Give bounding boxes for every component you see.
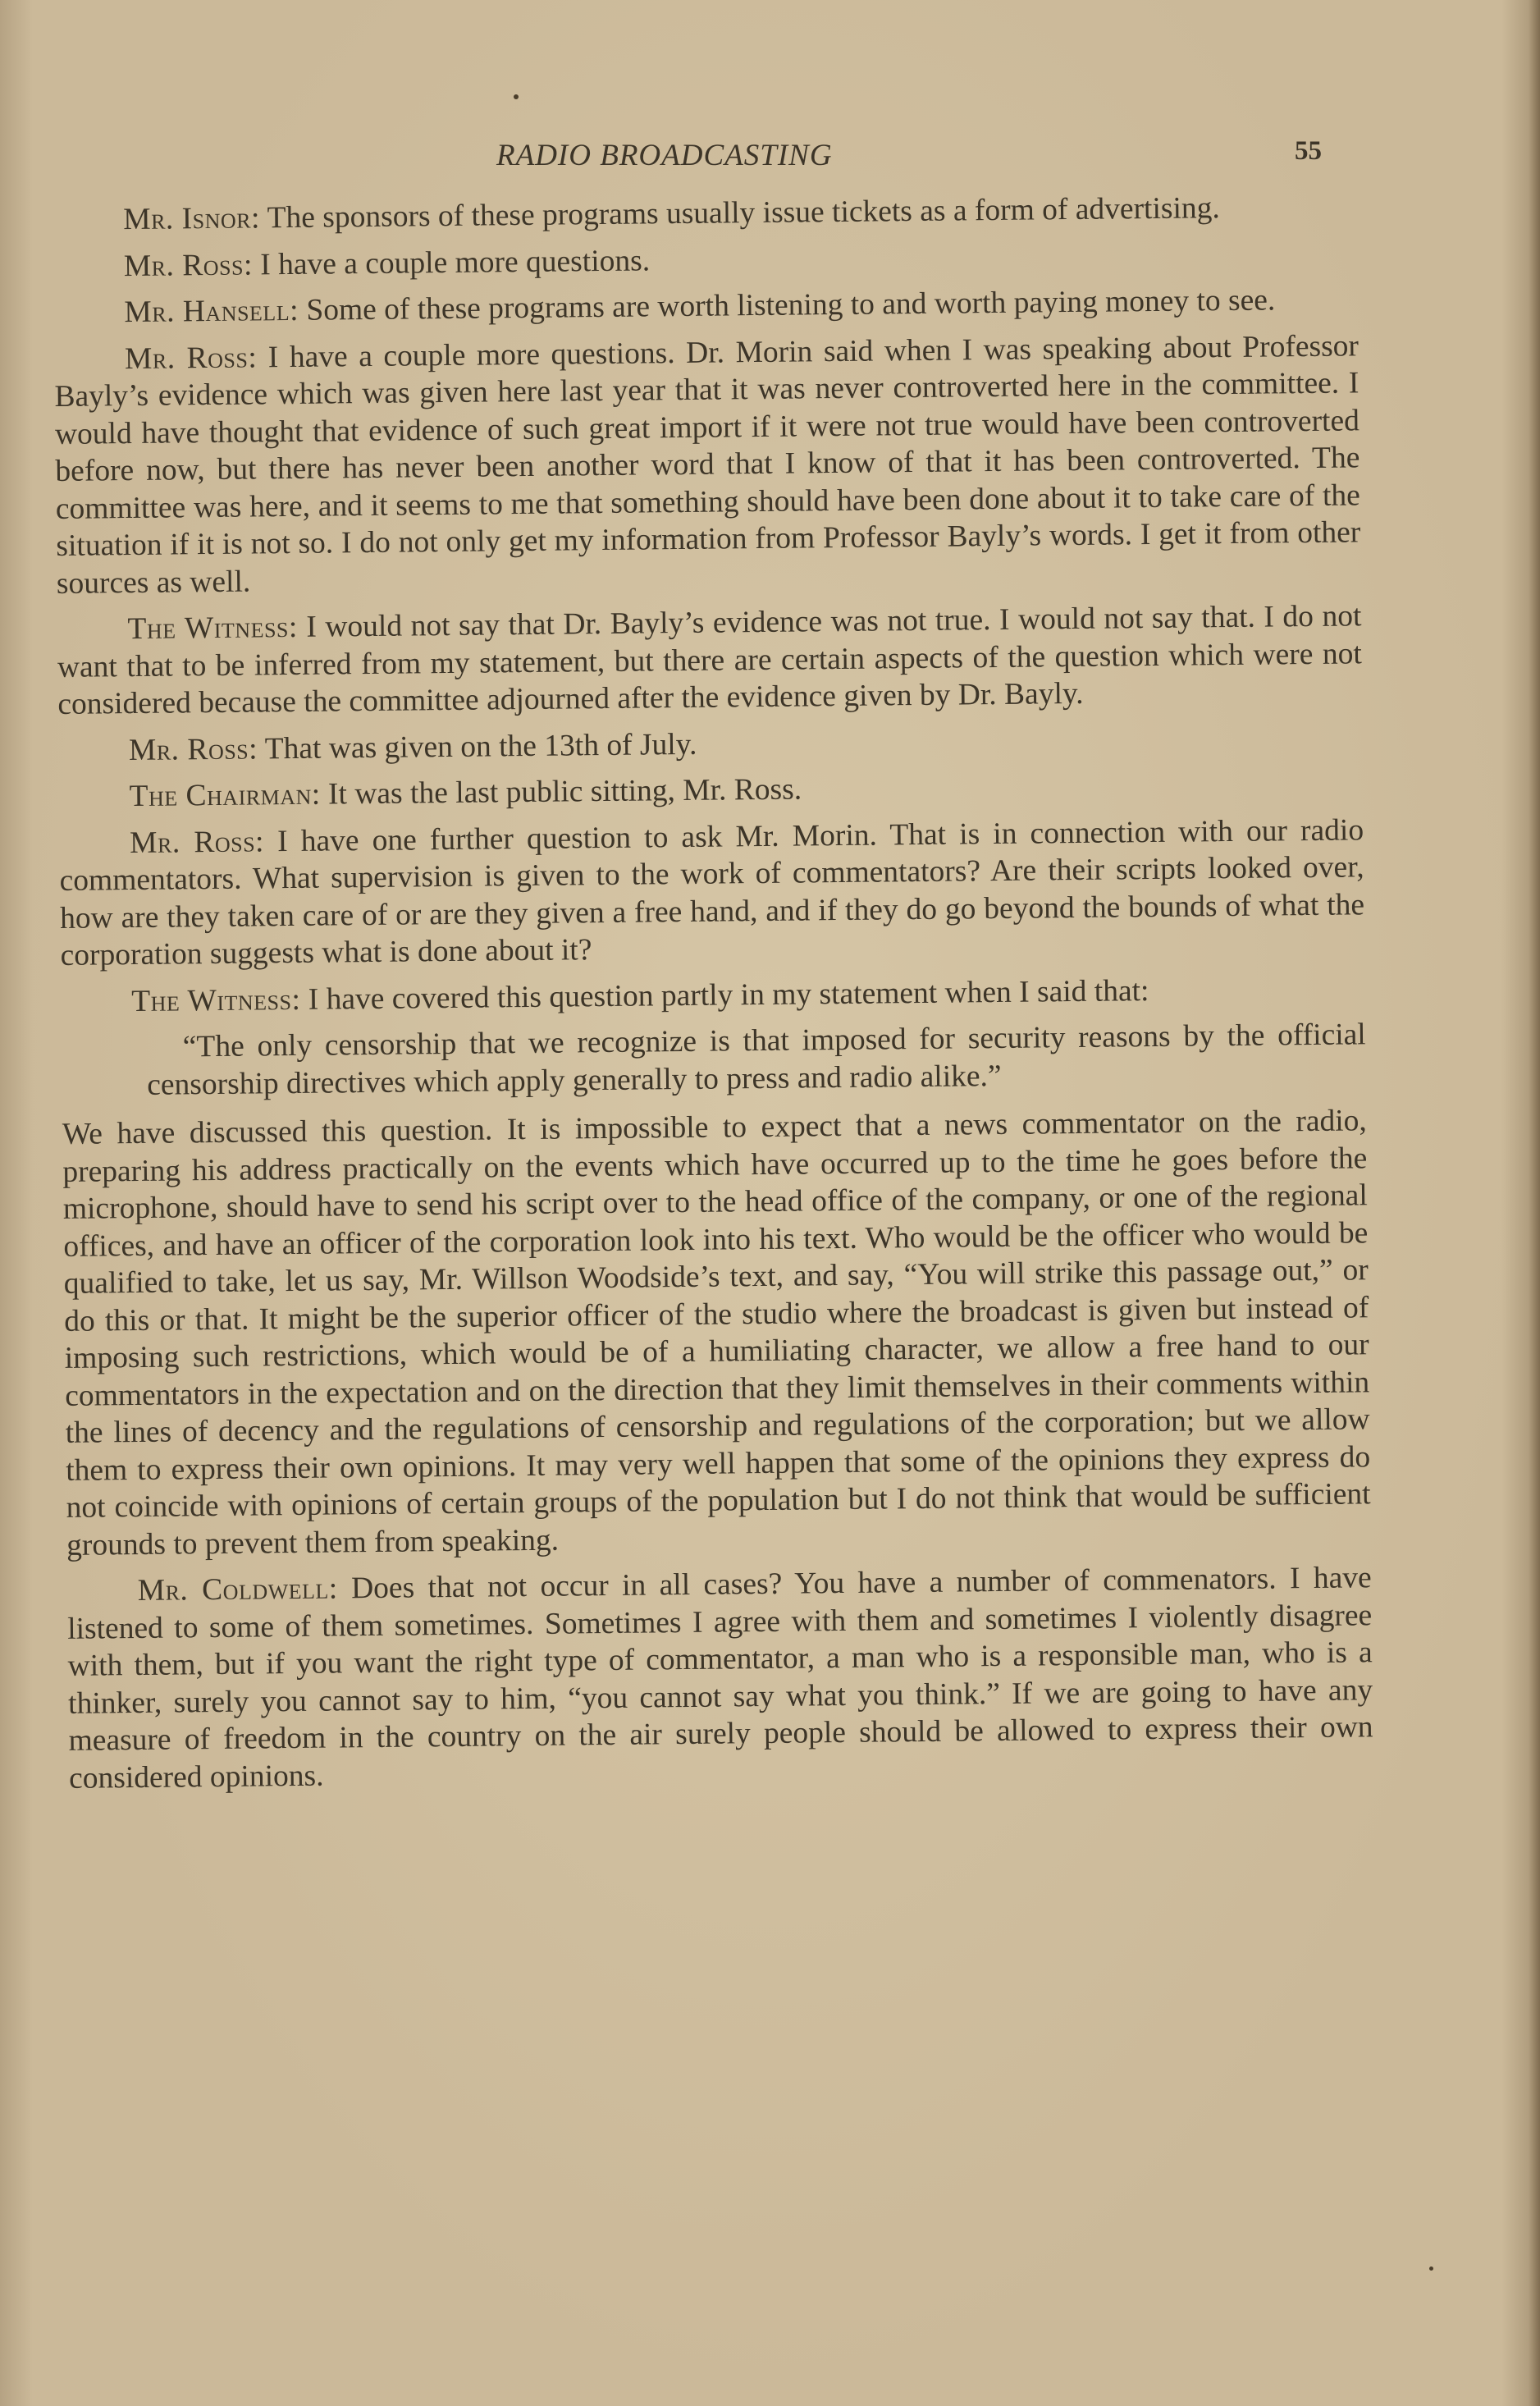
speaker-name: Mr. Ross: [123,247,254,283]
speaker-name: The Chairman: [129,777,321,814]
paragraph [58,765,1363,816]
paragraph-text: I have a couple more questions. [252,243,651,281]
speaker-name: The Witness: [127,610,299,647]
paragraph [54,327,1361,602]
speaker-name: Mr. Hansell: [124,293,299,330]
paragraph [53,235,1358,286]
page-header [0,138,1540,179]
paragraph [61,970,1365,1021]
paragraph [58,719,1363,770]
running-title: RADIO BROADCASTING [496,139,833,172]
ink-speck [514,94,519,99]
speaker-name: Mr. Ross: [129,824,265,860]
paragraph-text: Does that not occur in all cases? You have a number of commenators. I have listened to some of them sometimes. Sometimes I agree with them and sometimes I violently disagree with them, but if you want the right type of commentator, a man who is a responsible man, who is a thinker, surely you cannot say to him, “you cannot say what you think.” If we are going to have any measure of freedom in the country on the air surely people should be allowed to express their own considered opinions. [66,1561,1373,1795]
paragraph-text: I have one further question to ask Mr. Morin. That is in connection with our radio commentators. What supervision is given to the work of commentators? Are their scripts looked over, how are they taken care of or are they given a free hand, and if they do go beyond the bounds of what the corporation suggests what is done about it? [59,812,1365,972]
paragraph [57,597,1362,723]
page-number: 55 [1295,136,1322,166]
paragraph-text: Some of these programs are worth listening to and worth paying money to see. [298,283,1276,327]
block-quote: “The only censorship that we recognize is that imposed for security reasons by the official censorship directives which apply generally to press and radio alike.” [147,1018,1366,1102]
speaker-name: The Witness: [130,982,301,1018]
ink-speck [1429,2266,1433,2271]
speaker-name: Mr. Ross: [124,340,258,376]
paragraph-text: The sponsors of these programs usually issue tickets as a form of advertising. [259,191,1220,236]
paragraph-text: I would not say that Dr. Bayly’s evidence was not true. I would not say that. I do not want that to be inferred from my statement, but there are certain aspects of the question which were not considered because the committee adjourned after the evidence given by Dr. Bayly. [57,599,1363,721]
paragraph-text: I have covered this question partly in my statement when I said that: [300,973,1149,1017]
paragraph [59,812,1365,975]
paragraph-text: It was the last public sitting, Mr. Ross. [320,772,802,812]
body-text [53,188,1373,1806]
speaker-name: Mr. Coldwell: [137,1571,338,1608]
paragraph [66,1559,1373,1797]
paragraph-text: I have a couple more questions. Dr. Morin said when I was speaking about Professor Bayly’s evidence which was given here last year that it was never controverted here in the committee. I would have thought that evidence of such great import if it were not true would have been controverted before now, but there has never been another word that I know of that it has been controverted. The committee was here, and it seems to me that something should have been done about it to take care of the situation if it is not so. I do not only get my information from Professor Bayly’s words. I get it from other sources as well. [54,328,1361,601]
speaker-name: Mr. Ross: [128,731,258,767]
continuation-paragraph: We have discussed this question. It is impossible to expect that a news commentator on the radio, preparing his address practically on the events which have occurred up to the time he goes before the microphone, should have to send his script over to the head office of the company, or one of the regional offices, and have an officer of the corporation look into his text. Who would be the officer who would be qualified to take, let us say, Mr. Willson Woodside’s text, and say, “You will strike this passage out,” or do this or that. It might be the superior officer of the studio where the broadcast is given but instead of imposing such restrictions, which would be of a humiliating character, we allow a free hand to our commentators in the expectation and on the direction that they limit themselves in their comments within the lines of decency and the regulations of censorship and regulations of the corporation; but we allow them to express their own opinions. It may very well happen that some of the opinions they express do not coincide with opinions of certain groups of the population but I do not think that would be sufficient grounds to prevent them from speaking. [62,1104,1371,1562]
paragraph [53,281,1358,332]
page-spine-shadow [1529,0,1540,2406]
paragraph [53,188,1357,239]
paragraph-text: That was given on the 13th of July. [257,727,697,766]
speaker-name: Mr. Isnor: [123,201,261,237]
